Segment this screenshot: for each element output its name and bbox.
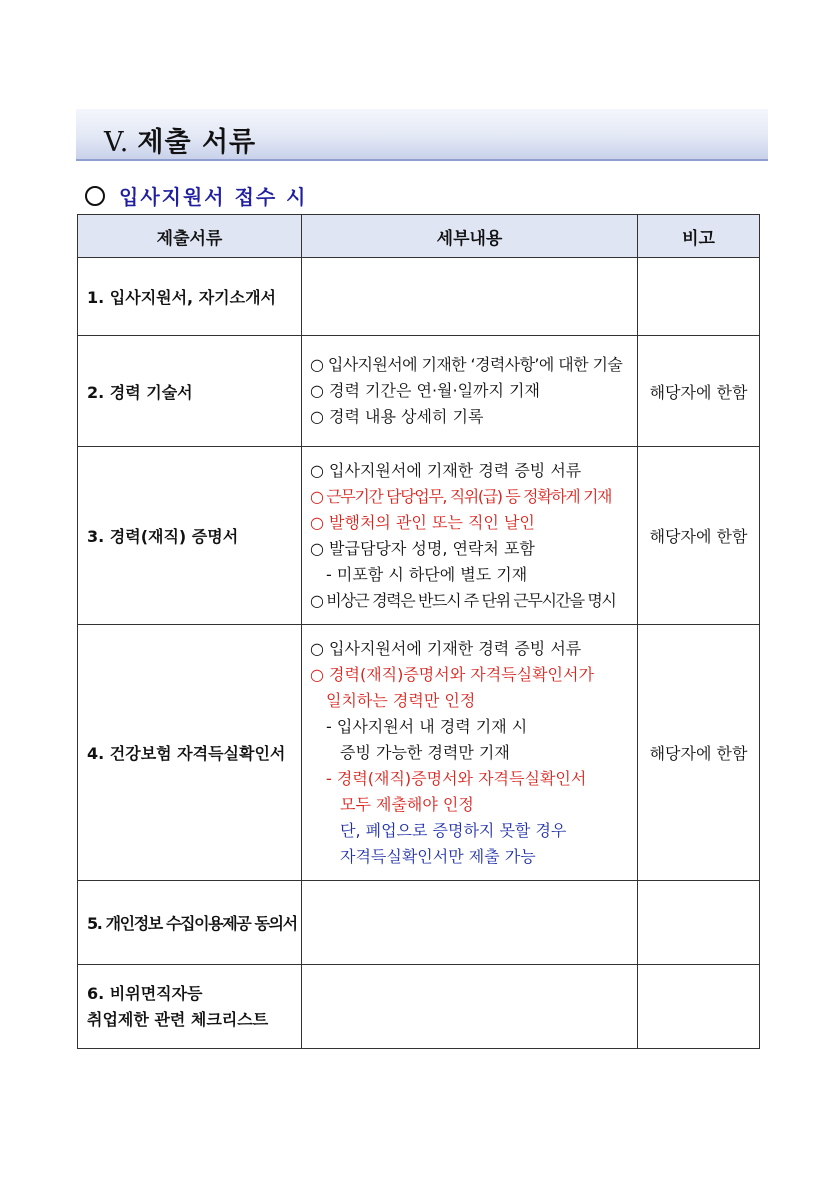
row-document-name: 1. 입사지원서, 자기소개서: [78, 258, 302, 336]
detail-line: ○ 입사지원서에 기재한 경력 증빙 서류: [310, 638, 582, 658]
detail-line: 증빙 가능한 경력만 기재: [340, 742, 510, 762]
sub-heading: [85, 181, 308, 210]
detail-line: ○ 입사지원서에 기재한 ‘경력사항’에 대한 기술: [310, 355, 623, 374]
row-document-name: 2. 경력 기술서: [78, 336, 302, 447]
table-row: [78, 881, 760, 965]
table-row: [78, 258, 760, 336]
row-remark: [638, 258, 760, 336]
table-row: [78, 965, 760, 1049]
detail-line: 모두 제출해야 인정: [340, 794, 474, 814]
row-details: [302, 965, 638, 1049]
table-row: [78, 336, 760, 447]
detail-line: 단, 폐업으로 증명하지 못할 경우: [340, 820, 567, 840]
detail-line: ○ 입사지원서에 기재한 경력 증빙 서류: [310, 460, 582, 480]
header-details: 세부내용: [302, 215, 638, 258]
detail-line: ○ 비상근 경력은 반드시 주 단위 근무시간을 명시: [310, 590, 616, 610]
detail-line: ○ 근무기간 담당업무, 직위(급) 등 정확하게 기재: [310, 486, 612, 506]
detail-line: ○ 경력 기간은 연·월·일까지 기재: [310, 381, 540, 400]
document-name-line: 취업제한 관련 체크리스트: [87, 1009, 269, 1029]
row-details: [302, 447, 638, 625]
row-details: [302, 258, 638, 336]
table-row: [78, 625, 760, 881]
detail-line: 일치하는 경력만 인정: [326, 690, 476, 710]
row-details: [302, 881, 638, 965]
row-remark: [638, 965, 760, 1049]
detail-line: ○ 발행처의 관인 또는 직인 날인: [310, 512, 535, 532]
detail-line: 자격득실확인서만 제출 가능: [340, 846, 536, 866]
header-documents: 제출서류: [78, 215, 302, 258]
header-remarks: 비고: [638, 215, 760, 258]
row-document-name: 4. 건강보험 자격득실확인서: [78, 625, 302, 881]
row-remark: 해당자에 한함: [638, 336, 760, 447]
section-number: V.: [104, 127, 130, 158]
detail-line: - 경력(재직)증명서와 자격득실확인서: [326, 768, 587, 788]
detail-line: - 미포함 시 하단에 별도 기재: [326, 564, 528, 584]
section-title-text: 제출 서류: [137, 127, 257, 158]
detail-line: ○ 경력 내용 상세히 기록: [310, 407, 484, 426]
sub-heading-text: 입사지원서 접수 시: [119, 185, 308, 209]
row-remark: 해당자에 한함: [638, 625, 760, 881]
detail-line: - 입사지원서 내 경력 기재 시: [326, 716, 528, 736]
table-header-row: [78, 215, 760, 258]
detail-line: ○ 발급담당자 성명, 연락처 포함: [310, 538, 535, 558]
row-document-name: [78, 965, 302, 1049]
row-remark: [638, 881, 760, 965]
row-details: [302, 336, 638, 447]
row-document-name: 3. 경력(재직) 증명서: [78, 447, 302, 625]
detail-line: ○ 경력(재직)증명서와 자격득실확인서가: [310, 664, 594, 684]
circle-bullet-icon: [85, 186, 105, 206]
table-row: [78, 447, 760, 625]
row-details: [302, 625, 638, 881]
section-title: [104, 120, 256, 159]
row-remark: 해당자에 한함: [638, 447, 760, 625]
row-document-name: 5. 개인정보 수집이용제공 동의서: [78, 881, 302, 965]
section-header-bar: [76, 109, 768, 161]
document-table: [77, 214, 760, 1049]
document-name-line: 6. 비위면직자등: [87, 983, 203, 1003]
